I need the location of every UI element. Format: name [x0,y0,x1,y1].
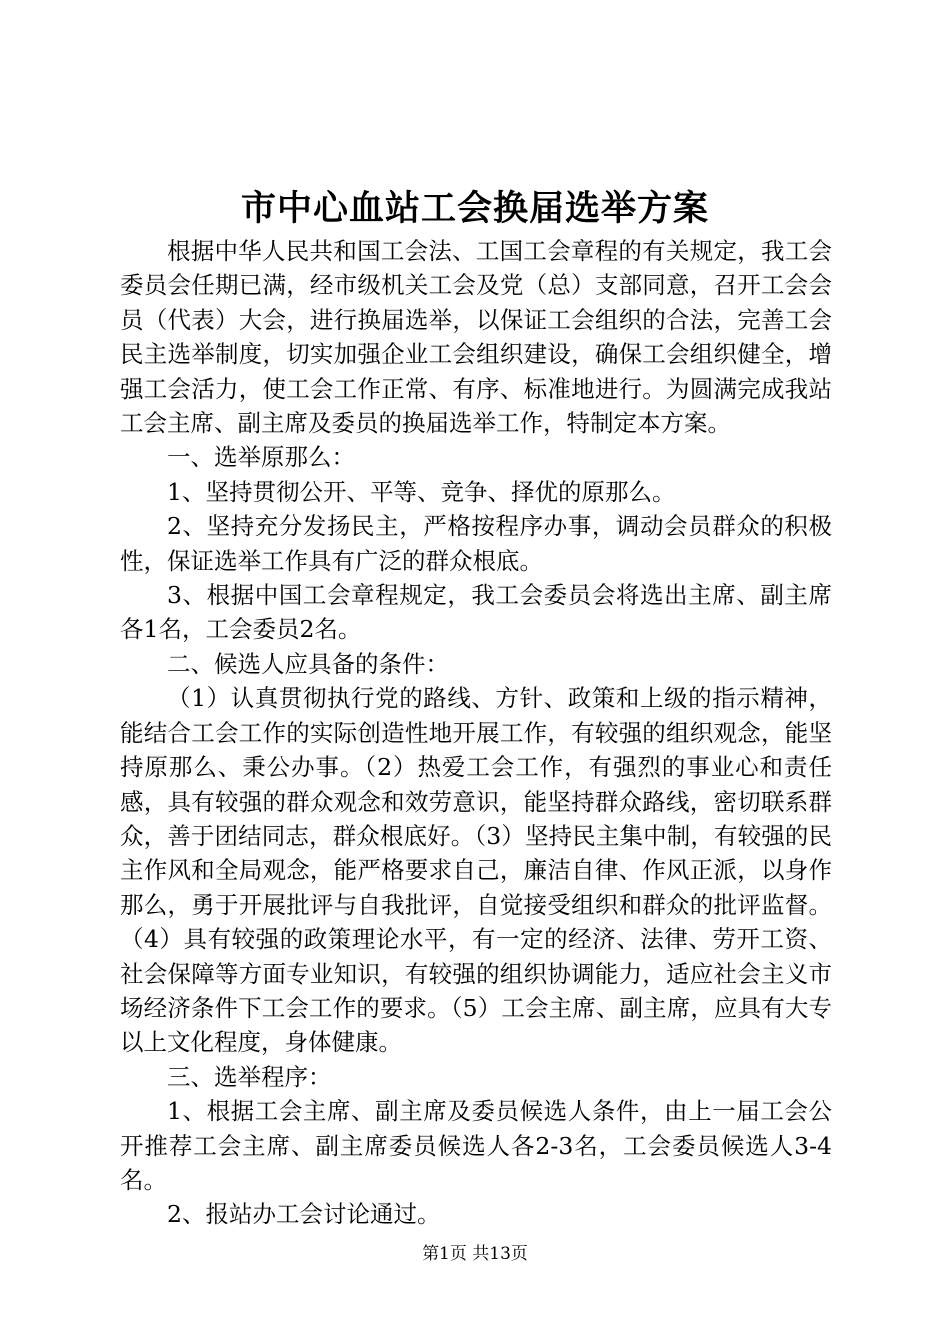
section-heading-conditions: 二、候选人应具备的条件： [167,649,449,678]
page-number-footer: 第1页 共13页 [422,1244,528,1264]
paragraph-principle-2: 2、坚持充分发扬民主，严格按程序办事，调动会员群众的积极性，保证选举工作具有广泛的群众根底。 [120,512,832,575]
document-body [120,234,832,1232]
paragraph-procedure-2: 2、报站办工会讨论通过。 [167,1200,441,1229]
paragraph-procedure-1: 1、根据工会主席、副主席及委员候选人条件，由上一届工会公开推荐工会主席、副主席委员候选人各2-3名，工会委员候选人3-4名。 [120,1097,832,1194]
section-heading-procedure: 三、选举程序： [167,1062,332,1091]
section-heading-principles: 一、选举原那么： [167,443,355,472]
paragraph-principle-1: 1、坚持贯彻公开、平等、竞争、择优的原那么。 [167,477,676,506]
paragraph-principle-3: 3、根据中国工会章程规定，我工会委员会将选出主席、副主席各1名，工会委员2名。 [120,581,832,644]
paragraph-conditions: （1）认真贯彻执行党的路线、方针、政策和上级的指示精神，能结合工会工作的实际创造性地开展工作，有较强的组织观念，能坚持原那么、秉公办事。（2）热爱工会工作，有强烈的事业心和责任感，具有较强的群众观念和效劳意识，能坚持群众路线，密切联系群众，善于团结同志，群众根底好。（3）坚持民主集中制，有较强的民主作风和全局观念，能严格要求自己，廉洁自律、作风正派，以身作那么，勇于开展批评与自我批评，自觉接受组织和群众的批评监督。（4）具有较强的政策理论水平，有一定的经济、法律、劳开工资、社会保障等方面专业知识，有较强的组织协调能力，适应社会主义市场经济条件下工会工作的要求。（5）工会主席、副主席，应具有大专以上文化程度，身体健康。 [120,684,832,1057]
document-title: 市中心血站工会换届选举方案 [240,188,709,229]
paragraph-intro: 根据中华人民共和国工会法、工国工会章程的有关规定，我工会委员会任期已满，经市级机关工会及党（总）支部同意，召开工会会员（代表）大会，进行换届选举，以保证工会组织的合法，完善工会民主选举制度，切实加强企业工会组织建设，确保工会组织健全，增强工会活力，使工会工作正常、有序、标准地进行。为圆满完成我站工会主席、副主席及委员的换届选举工作，特制定本方案。 [120,237,832,438]
